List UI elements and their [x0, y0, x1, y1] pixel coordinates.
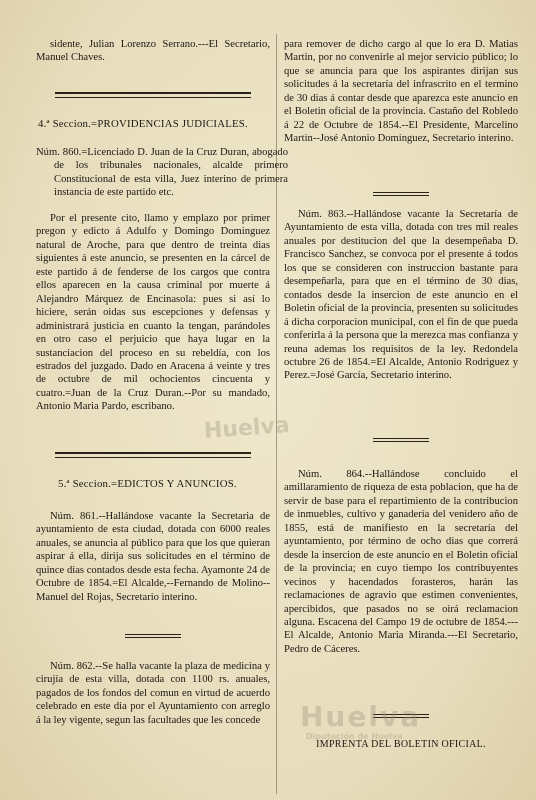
- watermark-caption: [306, 732, 403, 741]
- notice-861: Núm. 861.--Hallándose vacante la Secretaria de ayuntamiento de esta ciudad, dotada con 6000 reales anuales, se anuncia al público para que los que quieran aspirar á ella, dirija sus solicitudes en el término de quince dias contados desde esta fecha. Ayamonte 24 de Octubre de 1854.=El Alcalde,--Fernando de Molino--Manuel del Rojas, Secretario interino.: [36, 511, 270, 603]
- section-4-heading: 4.ª Seccion.=PROVIDENCIAS JUDICIALES.: [38, 118, 248, 130]
- watermark-text-bottom: Huelva: [300, 700, 422, 733]
- notice-864: Núm. 864.--Hallándose concluido el amillaramiento de riqueza de esta poblacion, que ha de servir de base para el repartimiento de la contribucion de inmuebles, cultivo y ganadería del venidero año de 1855, está de manifiesto en la secretaría del ayuntamiento, por término de ocho dias que correrá desde la insercion de este anuncio en el Boletin oficial de la provincia; en cuyo tiempo los contribuyentes vecinos y hacendados forasteros, harán las reclamaciones de agravio que estimen convenientes, apercibidos, que pasados no se oirá reclamacion alguna. Escacena del Campo 19 de octubre de 1854.---El Alcalde, Antonio Maria Miranda.---El Secretario, Pedro de Cáceres.: [284, 469, 518, 655]
- notice-continuation: para remover de dicho cargo al que lo era D. Matias Martin, por no convenirle al mejor servicio público; lo que se anuncia para que los aspirantes dirijan sus solicitudes á la secretaría del infrascrito en el termino de 30 dias á contar desde que aparezca este anuncio en el Boletin oficial de la provincia. Castaño del Robledo á 22 de Octubre de 1854.--El Presidente, Marcelino Martin--José Antonio Dominguez, Secretario interino.: [284, 39, 518, 145]
- notice-860-body: Por el presente cito, llamo y emplazo por primer pregon y edicto á Adulfo y Domingo Dominguez natural de Aroche, para que dentro de treinta dias siguientes á este anuncio, se presenten en la cárcel de este partido á de fenderse de los cargos que contra ellos aparecen en la causa criminal por muerte á Alejandro Márquez de Encinasola: pues si así lo hiciere, serán oidas sus escepciones y defensas y administrará justicia en cuanto la tengan, parándoles en otro caso el perjuicio que haya lugar en la sustanciacion del proceso en su rebeldía, con los estrados del juzgado. Dado en Aracena á veinte y tres de octubre de mil ochocientos cincuenta y cuatro.=Juan de la Cruz Duran.--Por su mandado, Antonio Maria Pardo, escribano.: [36, 213, 270, 413]
- printer-imprint: IMPRENTA DEL BOLETIN OFICIAL.: [316, 739, 486, 750]
- rule: [55, 452, 252, 458]
- watermark-text: Huelva: [203, 413, 291, 444]
- rule: [373, 192, 429, 196]
- section-5-heading: 5.ª Seccion.=EDICTOS Y ANUNCIOS.: [58, 478, 237, 490]
- rule: [125, 634, 181, 638]
- notice-860-heading: Núm. 860.=Licenciado D. Juan de la Cruz Duran, abogado de los tribunales nacionales, alcalde primero Constitucional de esta villa, Juez interino de primera instancia de este partido etc.: [36, 147, 288, 199]
- watermark-caption-text: Diputación de Huelva: [306, 732, 403, 741]
- rule: [373, 438, 429, 442]
- left-intro: sidente, Julian Lorenzo Serrano.---El Secretario, Manuel Chaves.: [36, 39, 270, 64]
- watermark-logo: [203, 413, 290, 444]
- notice-863: Núm. 863.--Hallándose vacante la Secretaría de Ayuntamiento de esta villa, dotada con tres mil reales anuales por destitucion del que la desempeñaba D. Francisco Sanchez, se convoca por el presente á todos los que se consideren con instruccion bastante para desempeñarla, para que en el término de 30 dias, contados desde la insercion de este anuncio en el Boletin oficial de la provincia, presenten su solicitudes á dicha corporacion municipal, con el fin de que pueda conferirla á la persona que la merezca mas confianza y reuna ademas los requisitos de la ley. Redondela octubre 26 de 1854.=El Alcalde, Antonio Rodriguez y Perez.=José García, Secretario interino.: [284, 209, 518, 382]
- watermark-logo-bottom: [300, 700, 421, 733]
- notice-862: Núm. 862.--Se halla vacante la plaza de medicina y cirujía de esta villa, dotada con 1100 rs. anuales, pagados de los fondos del comun en virtud de acuerdo celebrado en este dia por el Ayuntamiento con arreglo á la ley vigente, segun las facultades que les concede: [36, 661, 270, 726]
- rule: [55, 92, 252, 98]
